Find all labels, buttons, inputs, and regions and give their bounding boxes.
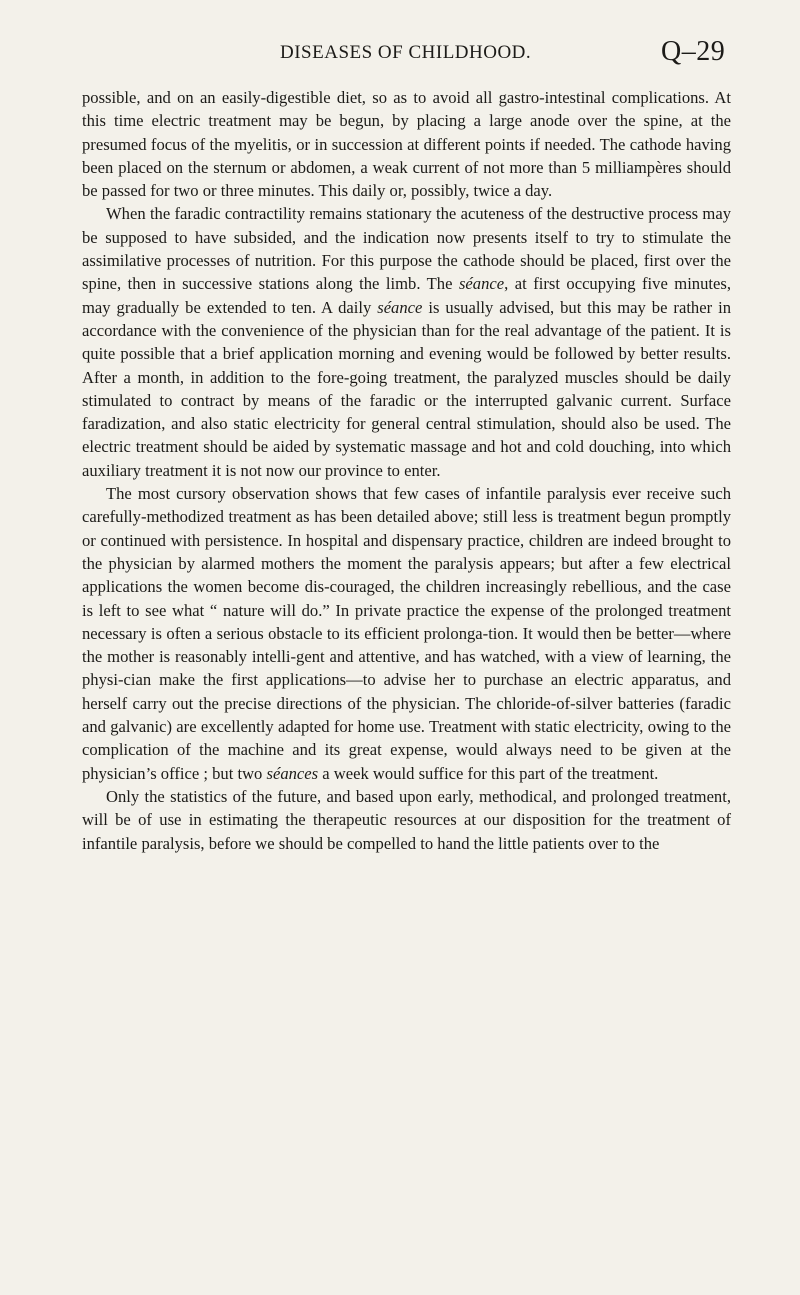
italic-term: séance bbox=[377, 297, 423, 317]
text-run: , at first occupying five minutes, may gradually be extended to ten. A daily bbox=[82, 274, 731, 317]
text-run: a week would suffice for this part of the treatment. bbox=[318, 763, 659, 783]
italic-term: séances bbox=[266, 763, 319, 783]
running-head bbox=[0, 38, 800, 78]
italic-term: séance bbox=[458, 274, 505, 294]
text-run: Only the statistics of the future, and based upon early, methodical, and prolonged treatment, will be of use in estimating the therapeutic resources at our disposition for the treatment of infantile paralysis, before we should be compelled to hand the little patients over to the bbox=[82, 786, 731, 853]
paragraph-4 bbox=[82, 785, 731, 855]
text-run: is usually advised, but this may be rather in accordance with the convenience of the physician than for the real advantage of the patient. It is quite possible that a brief application morning and evening would be followed by better results. After a month, in addition to the fore-going treatment, the paralyzed muscles should be daily stimulated to contract by means of the faradic or the interrupted galvanic current. Surface faradization, and also static electricity for general central stimulation, should also be used. The electric treatment should be aided by systematic massage and hot and cold douching, into which auxiliary treatment it is not now our province to enter. bbox=[82, 297, 731, 480]
body-text bbox=[82, 86, 731, 855]
page-number: Q–29 bbox=[661, 36, 726, 67]
paragraph-2 bbox=[82, 202, 731, 482]
text-run: The most cursory observation shows that few cases of infantile paralysis ever receive such carefully-methodized treatment as has been detailed above; still less is treatment begun promptly or continued with persistence. In hospital and dispensary practice, children are indeed brought to the physician by alarmed mothers the moment the paralysis appears; but after a few electrical applications the women become dis-couraged, the children increasingly rebellious, and the case is left to see what “ nature will do.” In private practice the expense of the prolonged treatment necessary is often a serious obstacle to its efficient prolonga-tion. It would then be better—where the mother is reasonably intelli-gent and attentive, and has watched, with a view of learning, the physi-cian make the first applications—to advise her to purchase an electric apparatus, and herself carry out the precise directions of the physician. The chloride-of-silver batteries (faradic and galvanic) are excellently adapted for home use. Treatment with static electricity, owing to the complication of the machine and its great expense, would always need to be given at the physician’s office ; but two bbox=[82, 484, 731, 783]
text-run: possible, and on an easily-digestible diet, so as to avoid all gastro-intestinal complications. At this time electric treatment may be begun, by placing a large anode over the spine, at the presumed focus of the myelitis, or in succession at different points if needed. The cathode having been placed on the sternum or abdomen, a weak current of not more than 5 milliampères should be passed for two or three minutes. This daily or, possibly, twice a day. bbox=[82, 88, 731, 201]
text-run: When the faradic contractility remains stationary the acuteness of the destructive process may be supposed to have subsided, and the indication now presents itself to try to stimulate the assimilative processes of nutrition. For this purpose the cathode should be placed, first over the spine, then in successive stations along the limb. The bbox=[82, 204, 731, 294]
running-title: DISEASES OF CHILDHOOD. bbox=[280, 42, 532, 63]
paragraph-3 bbox=[82, 482, 731, 785]
paragraph-1 bbox=[82, 86, 731, 202]
